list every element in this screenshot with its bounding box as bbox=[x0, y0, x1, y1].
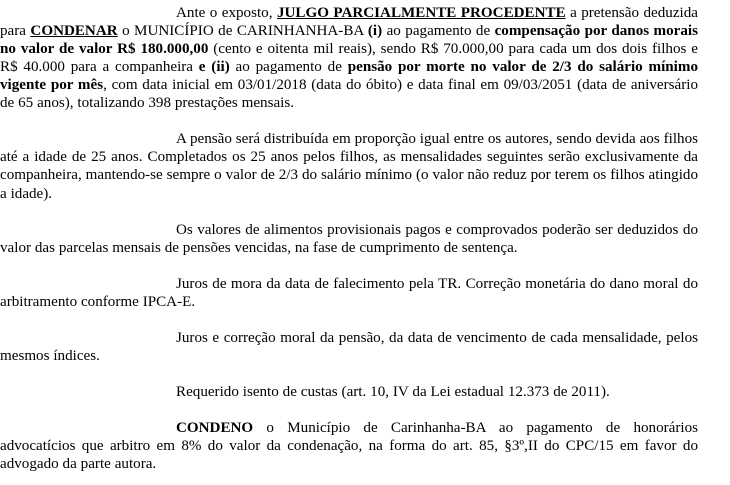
body-text: o Município de Carinhanha-BA ao pagamento de honorários advocatícios que arbitro em 8% do valor da condenação, na forma do art. 85, §3º,II do CPC/15 em favor do advogado da parte autora. bbox=[0, 420, 698, 473]
emphasis-underlined-text: CONDENAR bbox=[30, 23, 118, 40]
paragraph bbox=[0, 130, 730, 202]
body-text: a pretensão deduzida para bbox=[0, 5, 698, 40]
body-text: Juros e correção moral da pensão, da data de vencimento de cada mensalidade, pelos mesmos índices. bbox=[0, 330, 698, 365]
paragraph bbox=[0, 419, 730, 473]
paragraph bbox=[0, 221, 730, 257]
emphasis-bold-text: e (ii) bbox=[198, 59, 230, 76]
body-text: ao pagamento de bbox=[229, 59, 348, 76]
body-text: Requerido isento de custas (art. 10, IV da Lei estadual 12.373 de 2011). bbox=[176, 384, 610, 401]
paragraph bbox=[0, 383, 730, 401]
emphasis-bold-text: compensação por danos morais no valor de valor R$ 180.000,00 bbox=[0, 23, 698, 58]
body-text: , com data inicial em 03/01/2018 (data do óbito) e data final em 09/03/2051 (data de aniversário de 65 anos), totalizando 398 prestações mensais. bbox=[0, 77, 698, 112]
body-text: Os valores de alimentos provisionais pagos e comprovados poderão ser deduzidos do valor das parcelas mensais de pensões vencidas, na fase de cumprimento de sentença. bbox=[0, 221, 698, 256]
body-text: Ante o exposto, bbox=[176, 5, 277, 21]
body-text: A pensão será distribuída em proporção igual entre os autores, sendo devida aos filhos até a idade de 25 anos. Completados os 25 anos pelos filhos, as mensalidades seguintes serão exclusivamente da companheira, mantendo-se sempre o valor de 2/3 do salário mínimo (o valor não reduz por terem os filhos atingido a idade). bbox=[0, 131, 698, 202]
body-text: Juros de mora da data de falecimento pela TR. Correção monetária do dano moral do arbitramento conforme IPCA-E. bbox=[0, 275, 698, 310]
emphasis-bold-text: pensão por morte no valor de 2/3 do salário mínimo vigente por mês bbox=[0, 59, 698, 94]
emphasis-underlined-text: JULGO PARCIALMENTE PROCEDENTE bbox=[276, 5, 566, 21]
emphasis-bold-text: CONDENO bbox=[176, 420, 254, 437]
paragraph bbox=[0, 329, 730, 365]
body-text: (cento e oitenta mil reais), sendo R$ 70.000,00 para cada um dos dois filhos e R$ 40.000 para a companheira bbox=[0, 41, 698, 76]
paragraph-list bbox=[0, 4, 730, 474]
emphasis-bold-text: (i) bbox=[367, 23, 383, 40]
paragraph bbox=[0, 4, 730, 112]
paragraph bbox=[0, 275, 730, 311]
body-text: o MUNICÍPIO de CARINHANHA-BA bbox=[117, 23, 368, 40]
body-text: ao pagamento de bbox=[382, 23, 495, 40]
